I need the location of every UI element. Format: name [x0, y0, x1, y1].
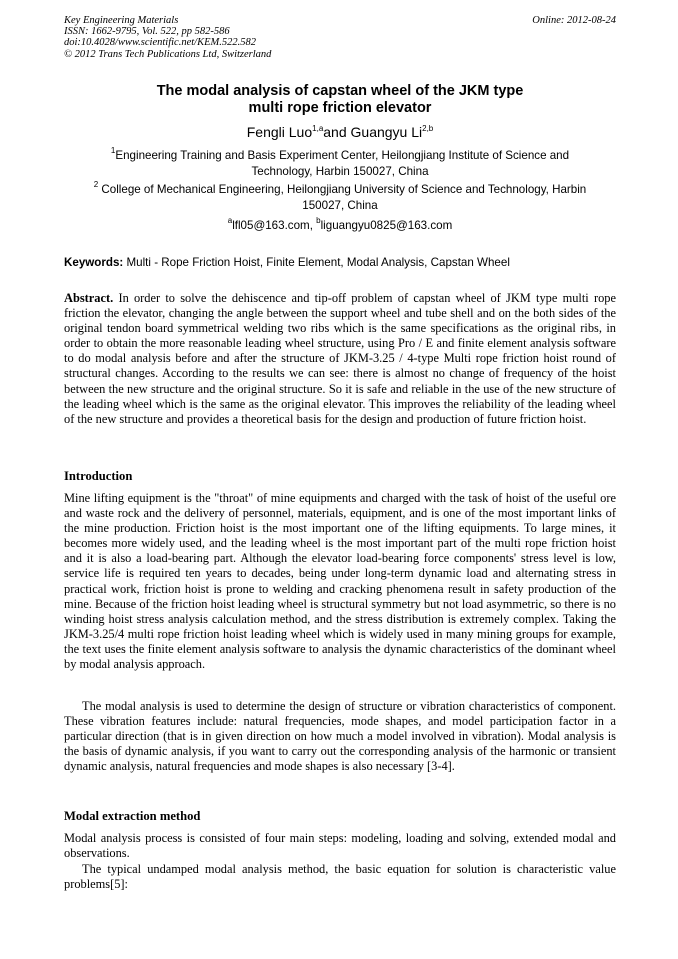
email-a-mark: a: [227, 216, 233, 225]
author-2-marks: 2,b: [422, 124, 434, 133]
author-1-name: Fengli Luo: [246, 124, 313, 140]
affiliation-2-line-2: 150027, China: [302, 199, 378, 212]
journal-header: [64, 15, 616, 60]
keywords-text: Multi - Rope Friction Hoist, Finite Element, Modal Analysis, Capstan Wheel: [123, 256, 510, 269]
author-2-name: and Guangyu Li: [323, 124, 423, 140]
affiliation-1-line-1: Engineering Training and Basis Experiment Center, Heilongjiang Institute of Science and: [115, 149, 570, 162]
abstract-label: Abstract.: [64, 291, 114, 305]
affiliation-2-line-1: College of Mechanical Engineering, Heilongjiang University of Science and Technology, Harbin: [98, 183, 587, 196]
abstract-text: In order to solve the dehiscence and tip-off problem of capstan wheel of JKM type multi rope friction the elevator, changing the angle between the support wheel and tube shell and on the both sides of the original tendon board symmetrical welding two ribs which is the same specifications as the original ribs, in order to obtain the more reasonable leading wheel structure, using Pro / E and finite element analysis software to do modal analysis before and after the structure of JKM-3.25 / 4-type Multi rope friction hoist round of structural changes. According to the results we can see: there is almost no change of frequency of the hoist between the new structure and the original structure. So it is safe and reliable in the use of the new structure of the leading wheel which is the same as the original elevator. This improves the reliability of the leading wheel of the new structure and provides a theoretical basis for the design and production of future friction hoist.: [64, 291, 616, 426]
author-list: [64, 124, 616, 141]
modal-extraction-paragraph-2: The typical undamped modal analysis method, the basic equation for solution is characteristic value problems[5]:: [64, 862, 616, 892]
introduction-paragraph-1: Mine lifting equipment is the "throat" of mine equipments and charged with the task of hoist of the useful ore and waste rock and the delivery of personnel, materials, equipment, and is one of the most important links of the mine production. Friction hoist is the most important one of the lifting equipments. To large mines, it becomes more widely used, and the leading wheel is the most important part of the multi rope friction hoist and it is also a load-bearing part. Although the elevator load-bearing force components' stress level is low, service life is required ten years to decades, being under long-term dynamic load and alternating stress in practical work, friction hoist is prone to welding and cracking phenomena result in safety production of the mine. Because of the friction hoist leading wheel is structural symmetry but not load asymmetric, so there is no winding hoist stress analysis calculation method, and the stress distribution is extremely complex. Taking the JKM-3.25/4 multi rope friction hoist leading wheel which is widely used in many mining groups for example, the text uses the finite element analysis software to analysis the dynamic characteristics of the dominant wheel by modal analysis approach.: [64, 491, 616, 672]
paper-title: [64, 83, 616, 117]
copyright-line: © 2012 Trans Tech Publications Ltd, Switzerland: [64, 48, 272, 60]
journal-name: Key Engineering Materials: [64, 15, 179, 26]
email-b: liguangyu0825@163.com: [320, 219, 453, 232]
author-1-marks: 1,a: [312, 124, 324, 133]
modal-extraction-heading: Modal extraction method: [64, 809, 201, 823]
introduction-heading: Introduction: [64, 469, 133, 483]
modal-extraction-paragraph-1: Modal analysis process is consisted of four main steps: modeling, loading and solving, extended modal and observations.: [64, 831, 616, 861]
abstract: [64, 291, 616, 427]
issn-line: ISSN: 1662-9795, Vol. 522, pp 582-586: [64, 26, 230, 38]
online-date: Online: 2012-08-24: [532, 15, 616, 26]
email-a: lfl05@163.com,: [232, 219, 317, 232]
affiliation-1: [64, 148, 616, 180]
keywords: [64, 255, 616, 271]
title-line-2: multi rope friction elevator: [248, 100, 432, 116]
affiliation-2-mark: 2: [93, 180, 99, 189]
email-b-mark: b: [316, 216, 321, 225]
doi-line: doi:10.4028/www.scientific.net/KEM.522.582: [64, 37, 256, 49]
affiliation-2: [64, 182, 616, 214]
affiliation-1-mark: 1: [110, 146, 116, 155]
keywords-label: Keywords:: [64, 256, 124, 269]
affiliation-1-line-2: Technology, Harbin 150027, China: [251, 165, 429, 178]
title-line-1: The modal analysis of capstan wheel of the JKM type: [156, 83, 524, 99]
author-emails: [64, 218, 616, 234]
introduction-paragraph-2: The modal analysis is used to determine the design of structure or vibration characteristics of component. These vibration features include: natural frequencies, mode shapes, and model participation factor in a particular direction (that is in given direction on how much a model involved in vibration). Modal analysis is the basis of dynamic analysis, if you want to carry out the corresponding analysis of the harmonic or transient dynamic analysis, natural frequencies and mode shapes is also necessary [3-4].: [64, 699, 616, 774]
